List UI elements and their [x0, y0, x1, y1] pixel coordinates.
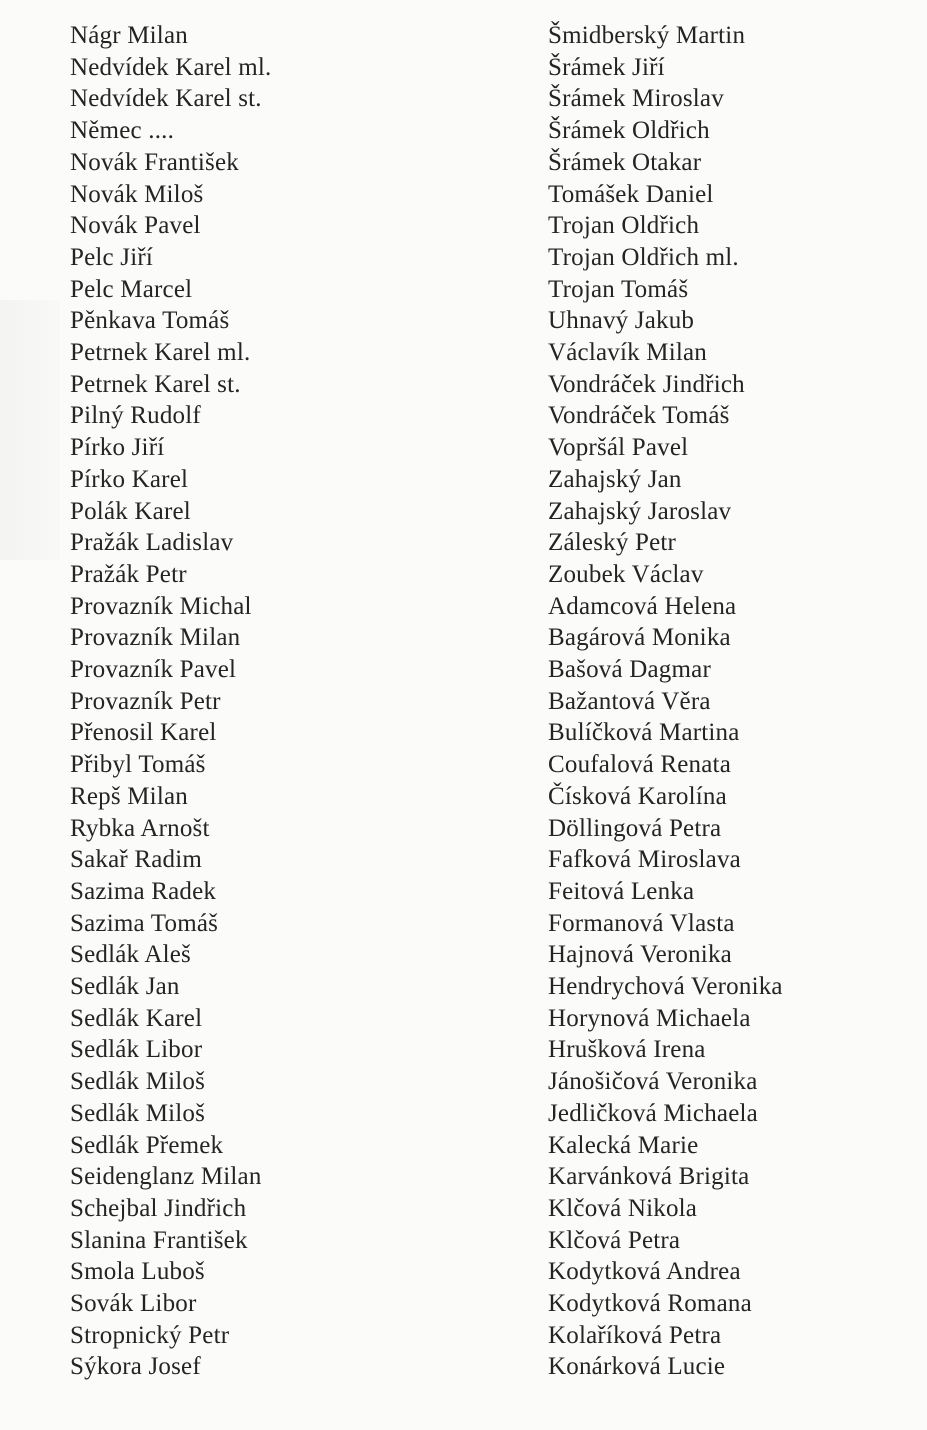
name-entry: Novák Miloš — [70, 180, 204, 208]
name-entry: Bulíčková Martina — [548, 719, 740, 747]
name-entry: Novák Pavel — [70, 212, 201, 240]
name-entry: Sedlák Aleš — [70, 941, 191, 969]
name-entry: Kalecká Marie — [548, 1131, 699, 1159]
name-entry: Kolaříková Petra — [548, 1321, 722, 1349]
name-entry: Slanina František — [70, 1226, 248, 1254]
bleed-through-mark — [0, 300, 60, 560]
name-entry: Sazima Tomáš — [70, 909, 219, 937]
name-entry: Fafková Miroslava — [548, 846, 741, 874]
name-entry: Nedvídek Karel ml. — [70, 53, 272, 81]
name-entry: Jánošičová Veronika — [548, 1068, 758, 1096]
name-entry: Petrnek Karel ml. — [70, 339, 251, 366]
name-entry: Seidenglanz Milan — [70, 1163, 262, 1191]
name-entry: Přenosil Karel — [70, 719, 217, 747]
name-entry: Bašová Dagmar — [548, 656, 711, 683]
name-entry: Pražák Ladislav — [70, 529, 234, 557]
name-entry: Konárková Lucie — [548, 1353, 726, 1381]
name-entry: Adamcová Helena — [548, 592, 737, 620]
name-entry: Pelc Marcel — [70, 275, 193, 303]
name-entry: Sedlák Karel — [70, 1004, 203, 1032]
name-entry: Zoubek Václav — [548, 560, 704, 588]
name-entry: Trojan Tomáš — [548, 275, 689, 303]
name-entry: Pelc Jiří — [70, 243, 154, 271]
name-entry: Sedlák Miloš — [70, 1099, 206, 1127]
name-entry: Coufalová Renata — [548, 751, 731, 779]
name-entry: Provazník Petr — [70, 687, 221, 715]
name-entry: Šrámek Miroslav — [548, 85, 724, 113]
name-entry: Kodytková Andrea — [548, 1258, 741, 1286]
name-entry: Kodytková Romana — [548, 1290, 752, 1317]
name-entry: Trojan Oldřich ml. — [548, 243, 739, 271]
name-entry: Sakař Radim — [70, 846, 203, 874]
name-entry: Döllingová Petra — [548, 814, 722, 842]
name-entry: Uhnavý Jakub — [548, 307, 695, 335]
name-entry: Pěnkava Tomáš — [70, 307, 230, 335]
name-entry: Pírko Karel — [70, 465, 189, 493]
name-entry: Sovák Libor — [70, 1290, 197, 1317]
name-entry: Záleský Petr — [548, 529, 677, 557]
name-entry: Bažantová Věra — [548, 687, 711, 715]
name-entry: Schejbal Jindřich — [70, 1194, 247, 1222]
name-entry: Klčová Nikola — [548, 1194, 698, 1222]
name-entry: Sazima Radek — [70, 877, 217, 905]
name-entry: Klčová Petra — [548, 1226, 681, 1254]
name-entry: Tomášek Daniel — [548, 180, 714, 208]
name-entry: Šrámek Otakar — [548, 148, 702, 176]
name-entry: Bagárová Monika — [548, 624, 731, 652]
name-entry: Sedlák Jan — [70, 973, 180, 1000]
name-entry: Polák Karel — [70, 497, 191, 525]
name-entry: Nágr Milan — [70, 22, 188, 49]
name-entry: Šmidberský Martin — [548, 22, 746, 49]
name-entry: Feitová Lenka — [548, 877, 695, 905]
name-entry: Provazník Milan — [70, 624, 241, 652]
name-entry: Rybka Arnošt — [70, 814, 210, 842]
name-entry: Šrámek Oldřich — [548, 117, 710, 145]
name-entry: Sýkora Josef — [70, 1353, 201, 1381]
name-entry: Václavík Milan — [548, 339, 708, 366]
name-entry: Provazník Michal — [70, 592, 252, 620]
name-entry: Sedlák Přemek — [70, 1131, 224, 1159]
name-entry: Provazník Pavel — [70, 656, 237, 683]
name-entry: Němec .... — [70, 117, 175, 145]
name-entry: Nedvídek Karel st. — [70, 85, 262, 113]
name-entry: Jedličková Michaela — [548, 1099, 758, 1127]
name-entry: Stropnický Petr — [70, 1321, 230, 1349]
name-entry: Hrušková Irena — [548, 1036, 706, 1064]
name-entry: Karvánková Brigita — [548, 1163, 750, 1191]
name-entry: Šrámek Jiří — [548, 53, 665, 81]
name-entry: Smola Luboš — [70, 1258, 205, 1286]
name-entry: Hajnová Veronika — [548, 941, 732, 969]
name-entry: Formanová Vlasta — [548, 909, 735, 937]
name-entry: Vopršál Pavel — [548, 434, 689, 462]
name-entry: Vondráček Jindřich — [548, 370, 745, 398]
name-entry: Pírko Jiří — [70, 434, 165, 462]
name-entry: Přibyl Tomáš — [70, 751, 206, 779]
name-entry: Sedlák Libor — [70, 1036, 203, 1064]
name-entry: Novák František — [70, 148, 239, 176]
name-entry: Trojan Oldřich — [548, 212, 700, 240]
name-entry: Čísková Karolína — [548, 782, 727, 810]
name-entry: Pražák Petr — [70, 560, 187, 588]
name-entry: Petrnek Karel st. — [70, 370, 241, 398]
name-entry: Repš Milan — [70, 782, 188, 810]
name-entry: Horynová Michaela — [548, 1004, 751, 1032]
name-entry: Zahajský Jan — [548, 465, 682, 493]
name-entry: Sedlák Miloš — [70, 1068, 206, 1096]
name-entry: Hendrychová Veronika — [548, 973, 783, 1000]
name-entry: Pilný Rudolf — [70, 402, 201, 430]
name-entry: Zahajský Jaroslav — [548, 497, 732, 525]
name-entry: Vondráček Tomáš — [548, 402, 730, 430]
